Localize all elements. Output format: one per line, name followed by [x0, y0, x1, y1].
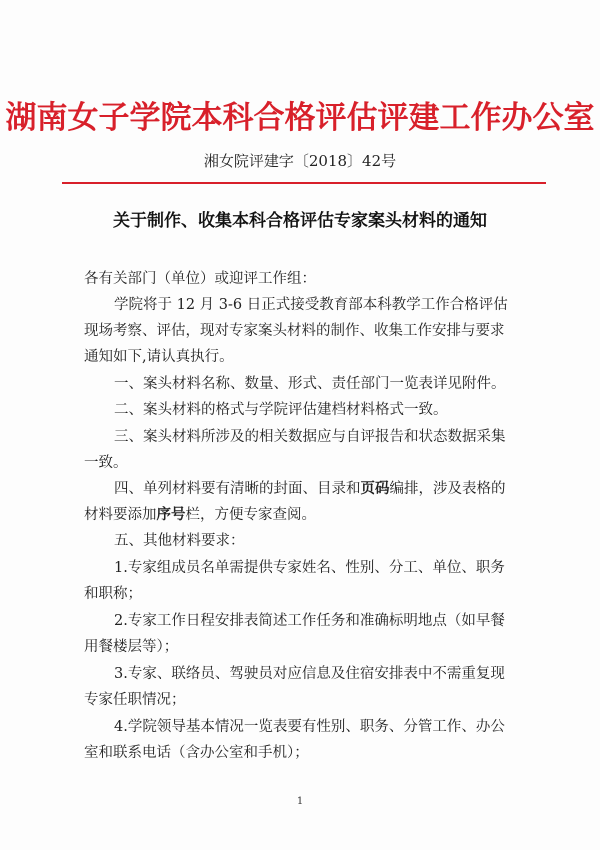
intro-line-2: 现场考察、评估，现对专家案头材料的制作、收集工作安排与要求	[84, 323, 505, 339]
item-4-text-f: 栏，方便专家查阅。	[185, 507, 316, 523]
sub-2-line-2: 用餐楼层等）；	[84, 639, 179, 655]
sub-1-line-2: 和职称；	[84, 586, 142, 602]
salutation: 各有关部门（单位）或迎评工作组：	[84, 271, 316, 287]
document-number: 湘女院评建字〔2018〕42号	[203, 152, 397, 170]
item-4-text-a: 四、单列材料要有清晰的封面、目录和	[114, 481, 361, 497]
item-4-line-1	[114, 476, 554, 502]
item-5: 五、其他材料要求：	[114, 533, 245, 549]
item-2: 二、案头材料的格式与学院评估建档材料格式一致。	[114, 402, 448, 418]
intro-line-1: 学院将于 12 月 3-6 日正式接受教育部本科教学工作合格评估	[114, 297, 508, 313]
sub-3-line-2: 专家任职情况；	[84, 692, 186, 708]
sub-4-line-1: 4.学院领导基本情况一览表要有性别、职务、分管工作、办公	[114, 719, 505, 735]
item-4-line-2	[84, 502, 524, 528]
page-number: 1	[296, 796, 304, 807]
sub-2-line-1: 2.专家工作日程安排表简述工作任务和准确标明地点（如早餐	[114, 613, 505, 629]
sub-3-line-1: 3.专家、联络员、驾驶员对应信息及住宿安排表中不需重复现	[114, 666, 505, 682]
item-4-bold-serial: 序号	[156, 506, 186, 523]
item-4-text-c: 编排，涉及表格的	[389, 481, 506, 497]
item-3-line-1: 三、案头材料所涉及的相关数据应与自评报告和状态数据采集	[114, 429, 506, 445]
item-4-text-d: 材料要添加	[84, 507, 157, 523]
item-1: 一、案头材料名称、数量、形式、责任部门一览表详见附件。	[114, 376, 506, 392]
item-4-bold-page-number: 页码	[360, 480, 390, 497]
intro-line-3: 通知如下,请认真执行。	[84, 349, 234, 365]
red-divider	[62, 182, 546, 184]
sub-1-line-1: 1.专家组成员名单需提供专家姓名、性别、分工、单位、职务	[114, 560, 505, 576]
notice-title: 关于制作、收集本科合格评估专家案头材料的通知	[113, 211, 487, 231]
item-3-line-2: 一致。	[84, 455, 128, 471]
org-title: 湖南女子学院本科合格评估评建工作办公室	[5, 100, 595, 136]
sub-4-line-2: 室和联系电话（含办公室和手机）；	[84, 745, 309, 761]
